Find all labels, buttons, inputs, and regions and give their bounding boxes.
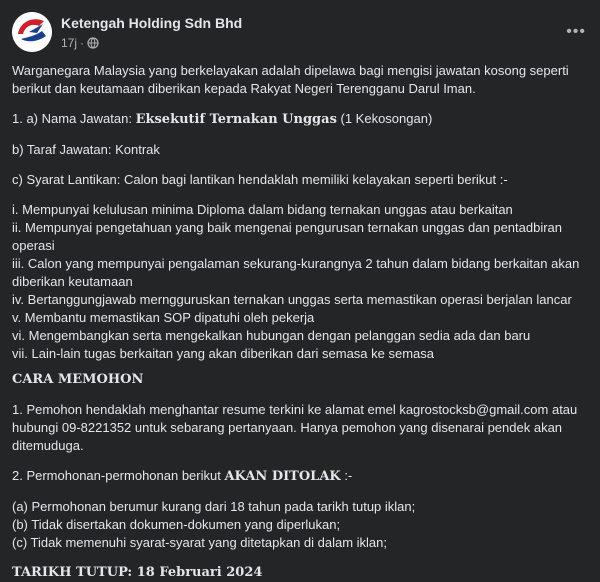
list-item: (a) Permohonan berumur kurang dari 18 tahun pada tarikh tutup iklan; — [12, 499, 416, 514]
ditolak-bold: AKAN DITOLAK — [224, 469, 341, 484]
job-title: Eksekutif Ternakan Unggas — [135, 112, 337, 127]
cara-memohon-heading: CARA MEMOHON — [12, 372, 144, 387]
job-title-line: 1. a) Nama Jawatan: Eksekutif Ternakan Unggas (1 Kekosongan) — [12, 111, 433, 127]
list-item: iv. Bertanggungjawab merngguruskan ternakan unggas serta memastikan operasi berjalan lancar — [12, 292, 572, 307]
cara-memohon-text: 1. Pemohon hendaklah menghantar resume terkini ke alamat emel kagrostocksb@gmail.com atau hubungi 09-8221352 untuk sebarang pertanyaan. Hanya pemohon yang disenarai pendek akan ditemuduga. — [12, 402, 578, 453]
list-item: (c) Tidak memenuhi syarat-syarat yang ditetapkan di dalam iklan; — [12, 535, 388, 550]
list-item: v. Membantu memastikan SOP dipatuhi oleh pekerja — [12, 310, 315, 325]
post-time[interactable]: 17j — [61, 36, 78, 50]
page-name[interactable]: Ketengah Holding Sdn Bhd — [61, 15, 243, 31]
ketengah-logo-icon — [12, 12, 52, 52]
ditolak-line: 2. Permohonan-permohonan berikut AKAN DITOLAK :- — [12, 468, 353, 484]
post-meta: 17j · — [61, 36, 99, 50]
post-content — [12, 62, 584, 582]
taraf-jawatan: b) Taraf Jawatan: Kontrak — [12, 142, 160, 157]
list-item: i. Mempunyai kelulusan minima Diploma dalam bidang ternakan unggas atau berkaitan — [12, 202, 513, 217]
globe-icon — [87, 37, 99, 49]
list-item: vi. Mengembangkan serta mengekalkan hubungan dengan pelanggan sedia ada dan baru — [12, 328, 531, 343]
intro-text: Warganegara Malaysia yang berkelayakan adalah dipelawa bagi mengisi jawatan kosong seperti berikut dan keutamaan diberikan kepada Rakyat Negeri Terengganu Darul Iman. — [12, 63, 569, 96]
list-item: iii. Calon yang mempunyai pengalaman sekurang-kurangnya 2 tahun dalam bidang berkaitan akan diberikan keutamaan — [12, 256, 580, 289]
more-options-icon[interactable]: ••• — [566, 23, 586, 40]
list-item: ii. Mempunyai pengetahuan yang baik mengenai pengurusan ternakan unggas dan pentadbiran operasi — [12, 220, 563, 253]
list-item: vii. Lain-lain tugas berkaitan yang akan diberikan dari semasa ke semasa — [12, 346, 435, 361]
tarikh-tutup-line: TARIKH TUTUP: 18 Februari 2024 — [12, 565, 263, 580]
page-avatar[interactable] — [12, 12, 52, 52]
post-header — [12, 12, 588, 52]
syarat-lantikan: c) Syarat Lantikan: Calon bagi lantikan hendaklah memiliki kelayakan seperti berikut :- — [12, 172, 508, 187]
list-item: (b) Tidak disertakan dokumen-dokumen yang diperlukan; — [12, 517, 341, 532]
